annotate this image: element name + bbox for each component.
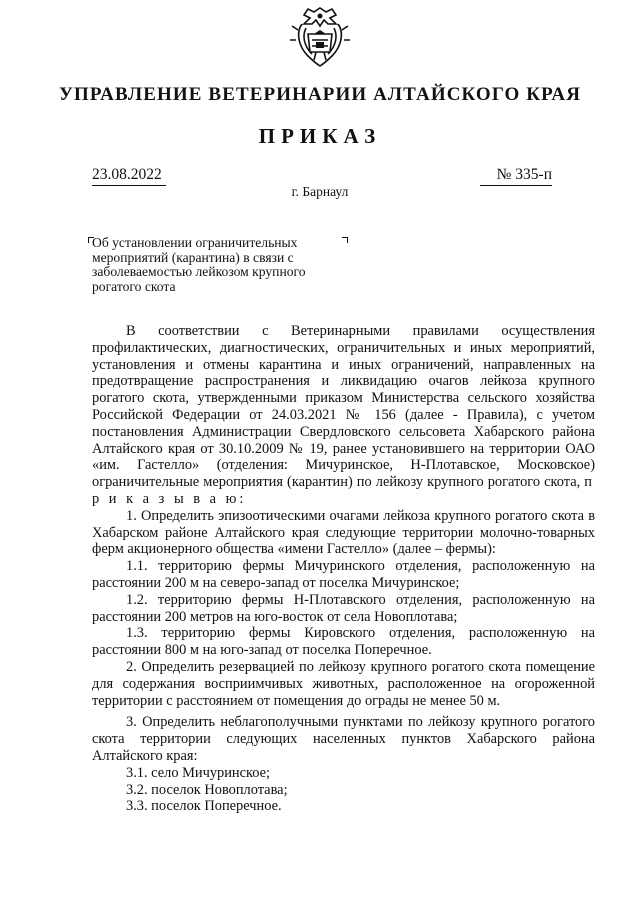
paragraph-1-2: 1.2. территорию фермы Н-Плотавского отделения, расположенную на расстоянии 200 метров на юго-восток от села Новоплотава; bbox=[92, 591, 595, 625]
subject-line: мероприятий (карантина) в связи с bbox=[92, 249, 294, 265]
preamble-text: В соответствии с Ветеринарными правилами осуществления профилактических, диагностических, ограничительных и иных мероприятий, установления и отмены карантина и иных ограничений, направленных на предотвращение распространения и ликвидацию очагов лейкоза крупного рогатого скота, утвержденными приказом Министерства сельского хозяйства Российской Федерации от 24.03.2021 № 156 (далее - Правила), с учетом постановления Администрации Свердловского сельсовета Хабарского района Алтайского края от 30.10.2009 № 19, ранее установившего на территории ОАО «им. Гастелло» (отделения: Мичуринское, Н-Плотавское, Московское) ограничительные мероприятия (карантин) по лейкозу крупного рогатого скота, bbox=[92, 323, 595, 491]
preamble-paragraph bbox=[92, 323, 595, 508]
subject-bracket-left bbox=[88, 237, 94, 243]
order-verb: п р и к а з ы в а ю: bbox=[92, 474, 595, 507]
paragraph-3-2: 3.2. поселок Новоплотава; bbox=[126, 781, 288, 798]
paragraph-1: 1. Определить эпизоотическими очагами лейкоза крупного рогатого скота в Хабарском районе Алтайского края следующие территории молочно-товарных ферм акционерного общества «имени Гастелло» (далее – фермы): bbox=[92, 507, 595, 558]
subject-line: Об установлении ограничительных bbox=[92, 235, 298, 250]
coat-of-arms-icon bbox=[286, 4, 354, 70]
subject-line: рогатого скота bbox=[92, 278, 176, 294]
order-body bbox=[92, 323, 595, 815]
order-number: № 335-п bbox=[480, 166, 552, 186]
paragraph-1-1: 1.1. территорию фермы Мичуринского отделения, расположенную на расстоянии 200 м на северо-запад от поселка Мичуринское; bbox=[92, 558, 595, 591]
order-subject bbox=[92, 236, 344, 294]
paragraph-2: 2. Определить резервацией по лейкозу крупного рогатого скота помещение для содержания восприимчивых животных, расположенное на огороженной территории с расстоянием от помещения до ограды не менее 50 м. bbox=[92, 658, 595, 709]
subject-bracket-right bbox=[342, 237, 348, 243]
paragraph-3-1: 3.1. село Мичуринское; bbox=[126, 764, 271, 781]
paragraph-1-3: 1.3. территорию фермы Кировского отделения, расположенную на расстоянии 800 м на юго-запад от поселка Поперечное. bbox=[92, 625, 595, 659]
organization-title: УПРАВЛЕНИЕ ВЕТЕРИНАРИИ АЛТАЙСКОГО КРАЯ bbox=[58, 84, 582, 105]
paragraph-3-3: 3.3. поселок Поперечное. bbox=[126, 798, 282, 815]
subject-line: заболеваемостью лейкозом крупного bbox=[92, 264, 306, 279]
paragraph-3: 3. Определить неблагополучными пунктами по лейкозу крупного рогатого скота территории следующих населенных пунктов Хабарского района Алтайского края: bbox=[92, 714, 595, 764]
issue-city: г. Барнаул bbox=[291, 184, 349, 199]
order-date: 23.08.2022 bbox=[92, 166, 166, 186]
document-type-title: ПРИКАЗ bbox=[258, 124, 382, 148]
